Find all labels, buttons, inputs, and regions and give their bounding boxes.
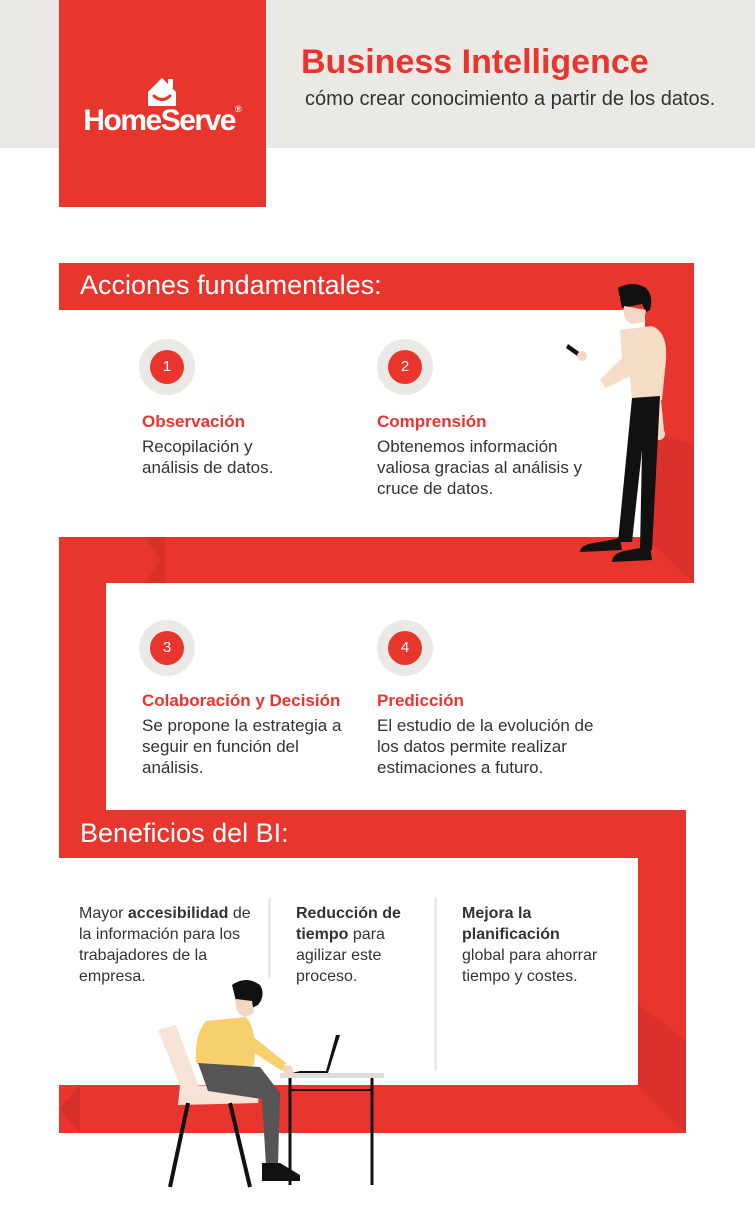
actions-heading: Acciones fundamentales: <box>80 270 382 300</box>
page-title: Business Intelligence <box>301 43 649 81</box>
benefit-3 <box>462 903 602 987</box>
step-2-desc: Obtenemos información valiosa gracias al análisis y cruce de datos. <box>377 437 583 498</box>
step-4-desc: El estudio de la evolución de los datos permite realizar estimaciones a futuro. <box>377 716 594 777</box>
step-1-badge <box>139 339 195 395</box>
step-1-desc: Recopilación y análisis de datos. <box>142 437 274 477</box>
benefit-2-post: para agilizar este proceso. <box>296 926 385 985</box>
page-subtitle: cómo crear conocimiento a partir de los datos. <box>305 88 716 110</box>
step-4-title: Predicción <box>377 691 464 710</box>
step-2-title: Comprensión <box>377 412 487 431</box>
step-1-title: Observación <box>142 412 245 431</box>
benefit-2-bold: Reducción de tiempo <box>296 905 401 943</box>
benefit-3-post: global para ahorrar tiempo y costes. <box>462 947 598 985</box>
benefit-3-bold: Mejora la planificación <box>462 905 560 943</box>
benefit-1-bold: accesibilidad <box>127 905 229 922</box>
benefit-1-pre: Mayor <box>79 905 128 922</box>
benefit-divider-1 <box>268 898 271 978</box>
person-with-phone-illustration <box>560 280 680 565</box>
step-3-desc: Se propone la estrategia a seguir en función del análisis. <box>142 716 342 777</box>
step-1-number: 1 <box>150 350 184 384</box>
benefit-1-post: de la información para los trabajadores de la empresa. <box>79 905 251 985</box>
person-with-laptop-illustration <box>150 975 390 1195</box>
step-2-badge <box>377 339 433 395</box>
step-4-badge <box>377 620 433 676</box>
benefits-heading: Beneficios del BI: <box>80 818 289 848</box>
step-3-title: Colaboración y Decisión <box>142 691 341 710</box>
logo-wordmark: HomeServe® <box>83 104 242 137</box>
step-3-number: 3 <box>150 631 184 665</box>
step-2-number: 2 <box>388 350 422 384</box>
step-3-badge <box>139 620 195 676</box>
benefit-divider-2 <box>434 898 437 1070</box>
step-4-number: 4 <box>388 631 422 665</box>
